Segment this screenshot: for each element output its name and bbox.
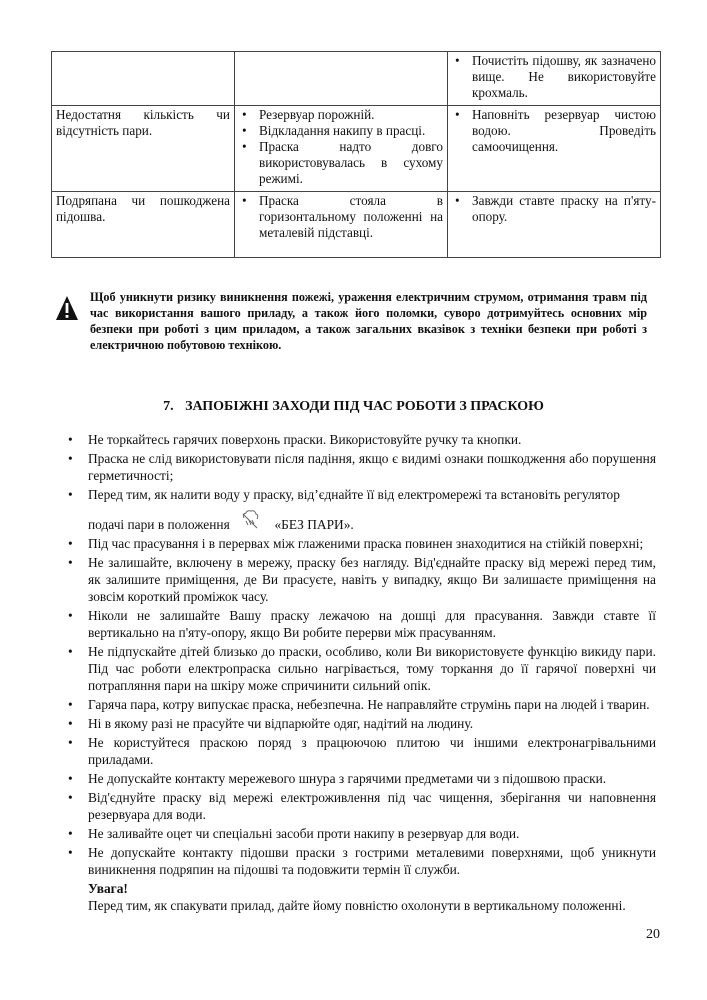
page-number: 20 xyxy=(646,927,660,942)
steam-line-prefix: подачі пари в положення xyxy=(88,517,230,532)
causes-cell xyxy=(235,52,448,106)
table-row xyxy=(52,192,661,258)
steam-line-suffix: «БЕЗ ПАРИ». xyxy=(274,517,354,532)
attention-text: Перед тим, як спакувати прилад, дайте йому повністю охолонути в вертикальному положенні. xyxy=(88,898,626,913)
safety-precautions-list xyxy=(66,431,656,916)
solutions-cell xyxy=(448,106,661,192)
causes-cell xyxy=(235,192,448,258)
list-item: • Гаряча пара, котру випускає праска, небезпечна. Не направляйте струмінь пари на людей і тварин. xyxy=(66,696,656,713)
cause-item: • Відкладання накипу в прасці. xyxy=(239,123,443,139)
solutions-cell xyxy=(448,52,661,106)
safety-warning-text: Щоб уникнути ризику виникнення пожежі, ураження електричним струмом, отримання травм під час використання вашого приладу, а також його поломки, суворо дотримуйтесь основних мір безпеки при роботі з цим приладом, а також загальних вказівок з техніки безпеки при роботі з електричною побутовою технікою. xyxy=(90,290,647,352)
list-item xyxy=(66,486,656,533)
attention-note xyxy=(66,880,656,914)
list-item: • Не торкайтесь гарячих поверхонь праски. Використовуйте ручку та кнопки. xyxy=(66,431,656,448)
list-item: • Ніколи не залишайте Вашу праску лежачою на дошці для прасування. Завжди ставте її вертикально на п'яту-опору, якщо Ви робите перерви між прасуванням. xyxy=(66,607,656,641)
no-steam-icon xyxy=(239,509,261,531)
solutions-cell xyxy=(448,192,661,258)
list-item: • Праска не слід використовувати після падіння, якщо є видимі ознаки пошкодження або порушення герметичності; xyxy=(66,450,656,484)
list-item: • Від'єднуйте праску від мережі електроживлення під час чищення, зберігання чи наповнення резервуара для води. xyxy=(66,789,656,823)
table-row xyxy=(52,52,661,106)
solution-item: • Почистіть підошву, як зазначено вище. Не використовуйте крохмаль. xyxy=(452,53,656,101)
list-item: • Ні в якому разі не прасуйте чи відпарюйте одяг, надітий на людину. xyxy=(66,715,656,732)
list-item: • Не залишайте, включену в мережу, праску без нагляду. Від'єднайте праску від мережі перед тим, як залишите приміщення, де Ви прасуєте, навіть у випадку, якщо Ви залишаєте приміщення на зовсім короткий проміжок часу. xyxy=(66,554,656,605)
list-item: • Не підпускайте дітей близько до праски, особливо, коли Ви використовуєте функцію викиду пари. Під час роботи електропраска сильно нагрівається, тому торкання до її гарячої поверхні чи потрапляння пари на шкіру може спричинити сильний опік. xyxy=(66,643,656,694)
list-item-text: Перед тим, як налити воду у праску, від’єднайте її від електромережі та встановіть регулятор xyxy=(88,487,620,502)
cause-item: • Резервуар порожній. xyxy=(239,107,443,123)
section-number: 7. xyxy=(163,399,174,414)
list-item: • Не користуйтеся праскою поряд з працюючою плитою чи іншими електронагрівальними приладами. xyxy=(66,734,656,768)
cause-item: • Праска надто довго використовувалась в сухому режимі. xyxy=(239,139,443,187)
solution-item: • Наповніть резервуар чистою водою. Проведіть самоочищення. xyxy=(452,107,656,155)
cause-item: • Праска стояла в горизонтальному положенні на металевій підставці. xyxy=(239,193,443,241)
list-item: • Не допускайте контакту підошви праски з гострими металевими поверхнями, щоб уникнути виникнення подряпин на підошві та подовжити термін її служби. xyxy=(66,844,656,878)
list-item: • Під час прасування і в перервах між глаженими праска повинен знаходитися на стійкій поверхні; xyxy=(66,535,656,552)
troubleshooting-table xyxy=(51,51,661,258)
warning-triangle-icon xyxy=(55,295,79,321)
list-item: • Не заливайте оцет чи спеціальні засоби проти накипу в резервуар для води. xyxy=(66,825,656,842)
problem-cell: Подряпана чи пошкоджена підошва. xyxy=(52,192,235,258)
steam-setting-line xyxy=(88,509,354,533)
solution-item: • Завжди ставте праску на п'яту-опору. xyxy=(452,193,656,225)
problem-cell xyxy=(52,52,235,106)
table-row xyxy=(52,106,661,192)
list-item: • Не допускайте контакту мережевого шнура з гарячими предметами чи з підошвою праски. xyxy=(66,770,656,787)
section-heading xyxy=(0,399,707,415)
causes-cell xyxy=(235,106,448,192)
attention-label: Увага! xyxy=(88,881,128,896)
section-title: ЗАПОБІЖНІ ЗАХОДИ ПІД ЧАС РОБОТИ З ПРАСКОЮ xyxy=(185,399,544,414)
problem-cell: Недостатня кількість чи відсутність пари. xyxy=(52,106,235,192)
